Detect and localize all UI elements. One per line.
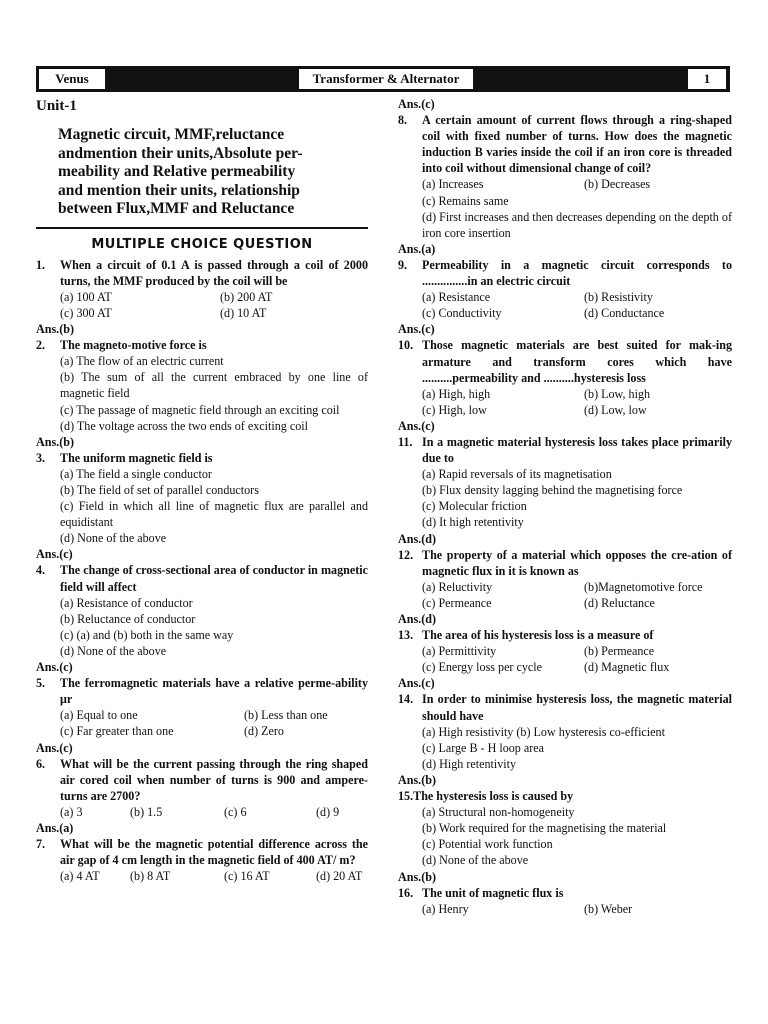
answer: Ans.(c) — [398, 97, 435, 111]
question-7: 7. What will be the magnetic potential difference across the air gap of 4 cm length in the magnetic field of 400 AT/ m? (a) 4 AT (b) 8 AT (c) 16 AT (d) 20 AT — [36, 837, 368, 884]
question-2: 2. The magneto-motive force is (a) The flow of an electric current (b) The sum of all the current embraced by one line of magnetic field (c) The passage of magnetic field through an exciting coil (d) The voltage across the two ends of exciting coil Ans.(b) — [36, 338, 368, 449]
answer: Ans.(c) — [398, 322, 435, 337]
answer: Ans.(d) — [398, 612, 436, 626]
answer: Ans.(d) — [398, 531, 436, 546]
section-heading: MULTIPLE CHOICE QUESTION — [91, 236, 313, 252]
answer: Ans.(c) — [36, 740, 73, 755]
question-4: 4. The change of cross-sectional area of conductor in magnetic field will affect (a) Resistance of conductor (b) Reluctance of conductor (c) (a) and (b) both in the same way (d) None of the above Ans.(c) — [36, 563, 368, 675]
question-6: 6. What will be the current passing through the ring shaped air cored coil when number of turns is 900 and ampere-turns are 2700? (a) 3 (b) 1.5 (c) 6 (d) 9 Ans.(a) — [36, 756, 368, 835]
question-11: 11. In a magnetic material hysteresis loss takes place primarily due to (a) Rapid reversals of its magnetisation (b) Flux density lagging behind the magnetising force (c) Molecular friction (d) It high retentivity Ans.(d) — [398, 434, 732, 546]
question-16: 16. The unit of magnetic flux is (a) Henry (b) Weber — [398, 885, 633, 916]
page-header — [36, 66, 730, 92]
answer: Ans.(a) — [36, 820, 74, 835]
answer: Ans.(c) — [36, 660, 73, 675]
question-13: 13. The area of his hysteresis loss is a measure of (a) Permittivity (b) Permeance (c) Energy loss per cycle (d) Magnetic flux Ans.(c) — [398, 627, 732, 691]
topic-title: Magnetic circuit, MMF,reluctance andmention their units,Absolute per- meability and Relative permeability and mention their units, relationship between Flux,MMF and Reluctance — [58, 126, 303, 218]
question-3: 3. The uniform magnetic field is (a) The field a single conductor (b) The field of set of parallel conductors (c) Field in which all line of magnetic flux are parallel and equidistant (d) None of the above Ans.(c) — [36, 450, 368, 562]
unit-title: Unit-1 — [36, 98, 77, 114]
header-title: Transformer & Alternator — [299, 69, 473, 89]
header-page-number: 1 — [688, 69, 726, 89]
left-column — [36, 96, 368, 884]
answer: Ans.(b) — [36, 434, 74, 449]
question-10: 10. Those magnetic materials are best suited for mak-ing armature and transform cores which have ..........permeability and ..........hysteresis loss (a) High, high (b) Low, high (c) High, low (d) Low, low Ans.(c) — [398, 338, 732, 433]
answer: Ans.(c) — [398, 676, 435, 691]
question-12: 12. The property of a material which opposes the cre-ation of magnetic flux in it is known as (a) Reluctivity (b)Magnetomotive force (c) Permeance (d) Reluctance Ans.(d) — [398, 547, 732, 626]
header-publisher: Venus — [39, 69, 105, 89]
question-1: 1. When a circuit of 0.1 A is passed through a coil of 2000 turns, the MMF produced by the coil will be (a) 100 AT (b) 200 AT (c) 300 AT (d) 10 AT Ans.(b) — [36, 257, 368, 337]
answer: Ans.(c) — [398, 418, 435, 433]
divider — [36, 227, 368, 229]
question-8: 8. A certain amount of current flows through a ring-shaped coil with fixed number of turns. How does the magnetic induction B varies inside the coil if an iron core is threaded into coil without dimensional change of coil? (a) Increases (b) Decreases (c) Remains same (d) First increases and then decreases depending on the depth of iron core insertion Ans.(a) — [398, 113, 732, 256]
question-14: 14. In order to minimise hysteresis loss, the magnetic material should have (a) High resistivity (b) Low hysteresis co-efficient (c) Large B - H loop area (d) High retentivity Ans.(b) — [398, 692, 732, 787]
question-15: 15. The hysteresis loss is caused by (a) Structural non-homogeneity (b) Work required for the magnetising the material (c) Potential work function (d) None of the above Ans.(b) — [398, 788, 732, 885]
answer: Ans.(b) — [36, 322, 74, 337]
right-column — [398, 96, 732, 917]
answer: Ans.(a) — [398, 241, 436, 256]
answer: Ans.(b) — [398, 869, 436, 884]
answer: Ans.(b) — [398, 772, 436, 787]
question-5: 5. The ferromagnetic materials have a relative perme-ability μr (a) Equal to one (b) Less than one (c) Far greater than one (d) Zero Ans.(c) — [36, 676, 368, 755]
question-9: 9. Permeability in a magnetic circuit corresponds to ...............in an electric circuit (a) Resistance (b) Resistivity (c) Conductivity (d) Conductance Ans.(c) — [398, 257, 732, 337]
answer: Ans.(c) — [36, 547, 73, 562]
